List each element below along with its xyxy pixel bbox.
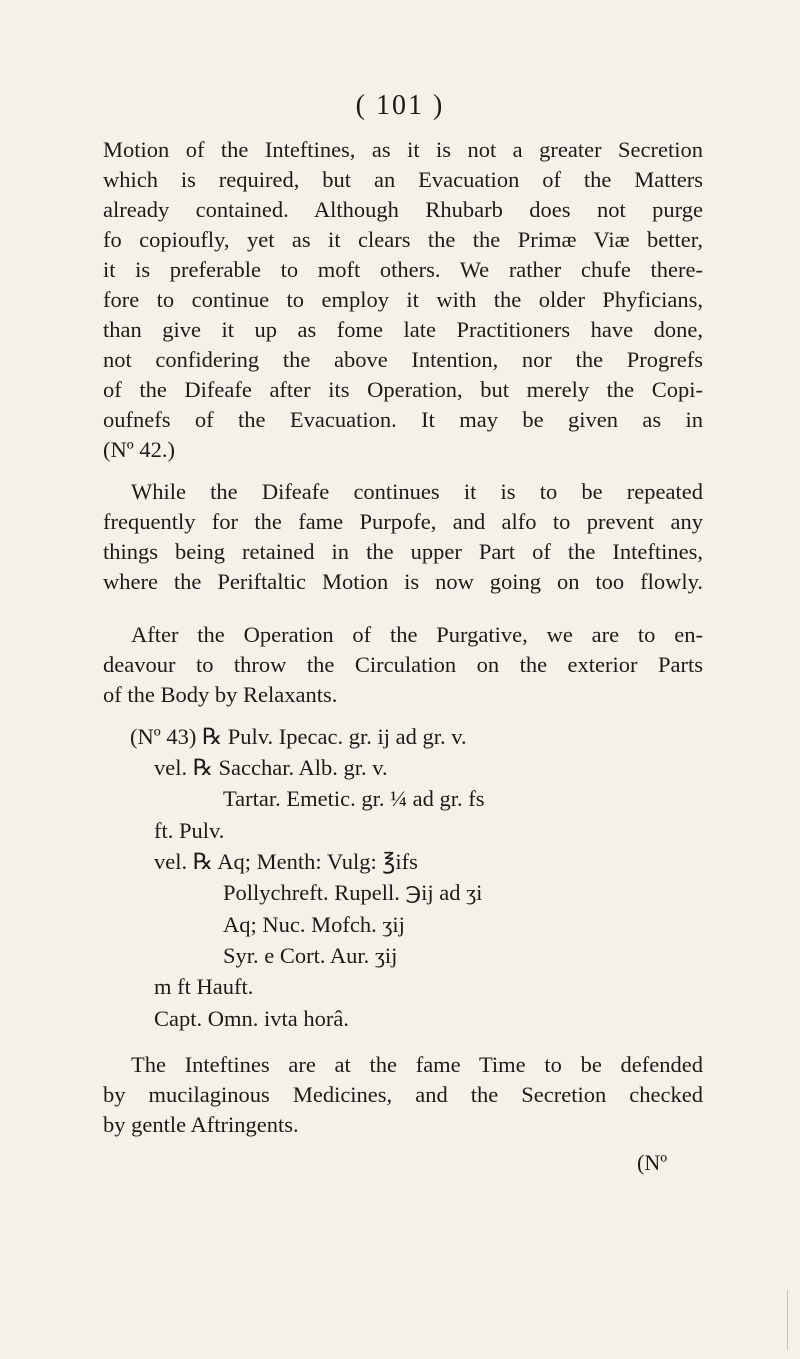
text-line: The Inteftines are at the fame Time to be defended (131, 1052, 703, 1077)
text-line: than give it up as fome late Practitioners have done, (103, 317, 703, 342)
recipe-line: ft. Pulv. (154, 818, 225, 843)
recipe-line: m ft Hauft. (154, 974, 254, 999)
paragraph-2 (103, 477, 703, 597)
text-line: things being retained in the upper Part of the Inteftines, (103, 539, 703, 564)
text-line: fore to continue to employ it with the older Phyficians, (103, 287, 703, 312)
text-line: by mucilaginous Medicines, and the Secretion checked (103, 1082, 703, 1107)
recipe-line: vel. ℞ Aq; Menth: Vulg: ℥ifs (154, 849, 418, 874)
text-line: of the Body by Relaxants. (103, 682, 338, 707)
text-line: oufnefs of the Evacuation. It may be given as in (103, 407, 703, 432)
recipe-line: (Nº 43) ℞ Pulv. Ipecac. gr. ij ad gr. v. (130, 724, 467, 749)
text-line: deavour to throw the Circulation on the exterior Parts (103, 652, 703, 677)
paragraph-3 (103, 620, 703, 710)
catchword: (Nº (637, 1150, 668, 1175)
recipe-line: Capt. Omn. ivta horâ. (154, 1006, 349, 1031)
text-line: where the Periftaltic Motion is now going on too flowly. (103, 569, 703, 594)
text-line: it is preferable to moft others. We rather chufe there- (103, 257, 703, 282)
text-line: While the Difeafe continues it is to be repeated (131, 479, 703, 504)
text-line: fo copioufly, yet as it clears the the Primæ Viæ better, (103, 227, 703, 252)
paragraph-4 (103, 1050, 703, 1140)
recipe-line: Pollychreft. Rupell. ℈ij ad ʒi (223, 880, 483, 905)
recipe-line: Aq; Nuc. Mofch. ʒij (223, 912, 405, 937)
text-line: frequently for the fame Purpofe, and alfo to prevent any (103, 509, 703, 534)
text-line: (Nº 42.) (103, 437, 175, 462)
page-number: ( 101 ) (355, 90, 445, 121)
text-line: After the Operation of the Purgative, we are to en- (131, 622, 703, 647)
text-line: by gentle Aftringents. (103, 1112, 299, 1137)
paragraph-1 (103, 135, 703, 465)
recipe-line: Tartar. Emetic. gr. ¼ ad gr. fs (223, 786, 485, 811)
text-line: already contained. Although Rhubarb does not purge (103, 197, 703, 222)
recipe-line: vel. ℞ Sacchar. Alb. gr. v. (154, 755, 388, 780)
text-line: of the Difeafe after its Operation, but merely the Copi- (103, 377, 703, 402)
text-line: not confidering the above Intention, nor the Progrefs (103, 347, 703, 372)
recipe-line: Syr. e Cort. Aur. ʒij (223, 943, 398, 968)
text-line: which is required, but an Evacuation of the Matters (103, 167, 703, 192)
text-line: Motion of the Inteftines, as it is not a greater Secretion (103, 137, 703, 162)
page-edge-line (787, 1290, 800, 1350)
